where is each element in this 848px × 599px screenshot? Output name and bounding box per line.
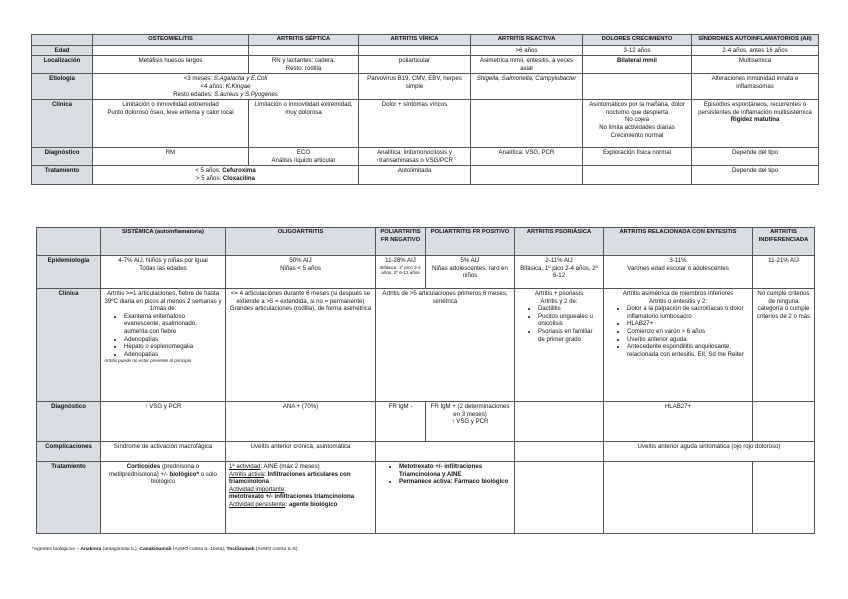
table2-row-clinica xyxy=(37,289,815,402)
table-cell: Exploración física normal xyxy=(583,148,692,166)
list-item: • Metotrexato +/- infiltraciones Triamcinolona y AINE xyxy=(399,463,511,478)
table-cell: Shigella, Salmonella, Campylobacter xyxy=(471,74,583,100)
table1-row-edad xyxy=(32,45,819,56)
list-item: • Exantema eritematoso evanescente, asalmonado, aumenta con fiebre xyxy=(124,313,222,336)
table1-row-diagnostico xyxy=(32,148,819,166)
row-label: Localización xyxy=(32,56,93,74)
row-label: Tratamiento xyxy=(32,166,93,184)
table2-row-epidemiologia xyxy=(37,256,815,289)
table1-header-row xyxy=(32,35,819,46)
table-cell: FR IgM + (2 determinaciones en 3 meses) ↑ VSG y PCR xyxy=(426,402,515,442)
table-cell: Alteraciones inmunidad innata e inflamasomas xyxy=(692,74,819,100)
table-cell: ↑ VSG y PCR xyxy=(101,402,226,442)
table-cell: Uveítis anterior crónica, asintomática xyxy=(226,442,376,462)
table-cell: 50% AIJ Niñas < 5 años xyxy=(226,256,376,289)
table-cell: No cumple criterios de ninguna categoría o cumple criterios de 2 o más xyxy=(753,289,815,402)
table-cell: ECO Análisis líquido articular xyxy=(249,148,359,166)
table-cell: Parvovirus B19, CMV, EBV, herpes simple xyxy=(359,74,471,100)
table2-header-oligoartritis: OLIGOARTRITIS xyxy=(226,228,376,256)
table-cell: Síndrome de activación macrofágica xyxy=(101,442,226,462)
table-cell: >6 años xyxy=(471,45,583,56)
table-cell xyxy=(515,442,604,462)
table-cell: Depende del tipo xyxy=(692,166,819,184)
table-cell: 4-7% AIJ, Niños y niñas por igual Todas las edades xyxy=(101,256,226,289)
table-cell xyxy=(515,402,604,442)
table1-header-dolores-crecimiento: DOLORES CRECIMIENTO xyxy=(583,35,692,46)
table1-row-clinica xyxy=(32,100,819,148)
table-differential-diagnosis xyxy=(31,34,819,185)
table-cell: ANA + (70%) xyxy=(226,402,376,442)
table-cell xyxy=(515,462,604,534)
list-item: • Comienzo en varón > 6 años xyxy=(627,328,749,336)
list-item: • Dolor a la palpación de sacroilíacas o dolor inflamatorio lumbosacro xyxy=(627,305,749,320)
table1-header-sindromes-autoinflamatorios: SÍNDROMES AUTOINFLAMATORIOS (AII) xyxy=(692,35,819,46)
table1-header-artritis-virica: ARTRITIS VÍRICA xyxy=(359,35,471,46)
table-cell: RM xyxy=(93,148,249,166)
table-cell: Analítica: linfomonocitosis y ↑transaminasas o VSG/PCR xyxy=(359,148,471,166)
table-cell: 11-21% AIJ xyxy=(753,256,815,289)
list-item: • Adenopatías xyxy=(124,351,222,359)
table-cell: Asintomáticos por la mañana, dolor nocturno que despierta No cojea No limita actividades diarias Crecimiento normal xyxy=(583,100,692,148)
table-cell: RN y lactantes: cadera. Resto: rodilla xyxy=(249,56,359,74)
list-item: • Antecedente espondilitis anquilosante, relacionada con entesitis, EII, Sd me Reiter xyxy=(627,343,749,358)
table2-row-tratamiento xyxy=(37,462,815,534)
list-item: • HLAB27+ xyxy=(627,320,749,328)
table-cell: Asimetrica mmii, entesitis, a veces axial xyxy=(471,56,583,74)
table-cell: Analítica: VSG, PCR xyxy=(471,148,583,166)
table-cell: 3-11% Varones edad escolar o adolescentes xyxy=(604,256,753,289)
table-cell: Uveítis anterior aguda sintomática (ojo rojo doloroso) xyxy=(604,442,815,462)
table1-header-osteomielitis: OSTEOMIELITIS xyxy=(93,35,249,46)
list-item: • Permanece activa: Fármaco biológico xyxy=(399,478,511,486)
table-cell: Artritis de >5 articulaciones primeros 6 meses, simétrica xyxy=(376,289,515,402)
table2-header-artritis-indiferenciada: ARTRITIS INDIFERENCIADA xyxy=(753,228,815,256)
table1-row-tratamiento xyxy=(32,166,819,184)
table-cell: 11-28% AIJ Bifásica: 1º pico 2-4 años, 2º 6-12 años xyxy=(376,256,426,289)
table-cell: Artritis + psoriasis Artritis y 2 de: • Dactilitis • Pocitos ungueales u onicolisis • Psoriasis en familiar de primer grado xyxy=(515,289,604,402)
table2-header-sistemica: SISTÉMICA (autoinflamatoria) xyxy=(101,228,226,256)
row-label: Epidemiología xyxy=(37,256,101,289)
table-cell: Artritis >=1 articulaciones, fiebre de hasta 39ºC diaria en picos al menos 2 semanas y 1/más de: • Exantema eritematoso evanescente, asalmonado, aumenta con fiebre • Adenopatías • Hepato o esplenomegalia • Adenopatías Artritis puede no estar presente al principio xyxy=(101,289,226,402)
table-cell: Episodios espontáneos, recurrentes o persistentes de inflamación multisistémica Rigidez matutina xyxy=(692,100,819,148)
table1-header-artritis-reactiva: ARTRITIS REACTIVA xyxy=(471,35,583,46)
table-cell xyxy=(471,166,583,184)
table2-header-row xyxy=(37,228,815,256)
row-label: Etiología xyxy=(32,74,93,100)
table-cell xyxy=(583,166,692,184)
table-cell xyxy=(471,100,583,148)
table-cell: Limitación o inmovilidad extremidad Punto doloroso óseo, leve eritema y calor local xyxy=(93,100,249,148)
table2-row-diagnostico xyxy=(37,402,815,442)
row-label: Diagnóstico xyxy=(32,148,93,166)
list-item: • Pocitos ungueales u onicolisis xyxy=(538,313,600,328)
table-cell: Dolor + síntomas víricos xyxy=(359,100,471,148)
table2-header-artritis-entesitis: ARTRITIS RELACIONADA CON ENTESITIS xyxy=(604,228,753,256)
table-cell xyxy=(753,462,815,534)
table1-row-localizacion xyxy=(32,56,819,74)
table-cell: 3-12 años xyxy=(583,45,692,56)
table-cell: Metáfisis huesos largos xyxy=(93,56,249,74)
table2-header-artritis-psoriasica: ARTRITIS PSORIÁSICA xyxy=(515,228,604,256)
table-cell: Corticoides (prednisona o metilprednisolona) +/- biológico* o solo biológico xyxy=(101,462,226,534)
list-item: • Dactilitis xyxy=(538,305,600,313)
table-cell: < 5 años: Cefuroxima > 5 años: Cloxacilina xyxy=(93,166,359,184)
row-label: Tratamiento xyxy=(37,462,101,534)
table-cell xyxy=(359,45,471,56)
table-cell: Autolimitada xyxy=(359,166,471,184)
table-cell: HLAB27+ xyxy=(604,402,753,442)
table-cell: Limitación o inmovilidad extremidad, muy dolorosa xyxy=(249,100,359,148)
table-cell: <3 meses: S.Agalactia y E.Coli <4 años: K.Kingae Resto edades: S.aureus y S.Pyogenes xyxy=(93,74,359,100)
table-cell xyxy=(753,402,815,442)
table2-header-corner xyxy=(37,228,101,256)
table-cell: poliarticular xyxy=(359,56,471,74)
list-item: • Psoriasis en familiar de primer grado xyxy=(538,328,600,343)
table-cell: Artritis asimétrica de miembros inferiores Artritis o entesitis y 2: • Dolor a la palpación de sacroilíacas o dolor inflamatorio lumbosacro • HLAB27+ • Comienzo en varón > 6 años • Uveítis anterior aguda • Antecedente espondilitis anquilosante, relacionada con entesitis, EII, Sd me Reiter xyxy=(604,289,753,402)
table-cell: 2-4 años, antes 16 años xyxy=(692,45,819,56)
table2-header-poliartritis-fr-negativo: POLIARTRITIS FR NEGATIVO xyxy=(376,228,426,256)
row-label: Edad xyxy=(32,45,93,56)
table2-header-poliartritis-fr-positivo: POLIARTRITIS FR POSITIVO xyxy=(426,228,515,256)
table-cell xyxy=(376,462,515,534)
table-cell xyxy=(604,462,753,534)
table-cell: Depende del tipo xyxy=(692,148,819,166)
row-label: Diagnóstico xyxy=(37,402,101,442)
table1-row-etiologia xyxy=(32,74,819,100)
table1-header-corner xyxy=(32,35,93,46)
list-item: • Hepato o esplenomegalia xyxy=(124,343,222,351)
table-cell xyxy=(583,74,692,100)
table-aij-categories xyxy=(36,227,815,534)
table-cell xyxy=(376,442,515,462)
table2-row-complicaciones xyxy=(37,442,815,462)
table1-header-artritis-septica: ARTRITIS SÉPTICA xyxy=(249,35,359,46)
table-cell: Multisemica xyxy=(692,56,819,74)
table-cell xyxy=(249,45,359,56)
row-label: Clínica xyxy=(37,289,101,402)
table-cell: 1ª actividad: AINE (máx 2 meses) Artritis activa: Infiltraciones articulares con triamcinolona Actividad importante: metotrexato +/- infiltraciones triamcinolona Actividad persistente: agente biológico xyxy=(226,462,376,534)
footnote: *Agentes biológicos – Anakinra (antagonista IL), Canakinumab (AcMO contra IL-1beta), Tocilizumab (AcMO contra IL-6) xyxy=(32,547,298,552)
table-cell: Bilateral mmii xyxy=(583,56,692,74)
row-label: Clínica xyxy=(32,100,93,148)
table-cell: FR IgM - xyxy=(376,402,426,442)
table-cell xyxy=(93,45,249,56)
table-cell: 2-11% AIJ Bifásica, 1º pico 2-4 años, 2º 6-12 xyxy=(515,256,604,289)
row-label: Complicaciones xyxy=(37,442,101,462)
list-item: • Uveítis anterior aguda xyxy=(627,336,749,344)
list-item: • Adenopatías xyxy=(124,336,222,344)
table-cell: <= 4 articulaciones durante 6 meses (si después se extiende a >5 = extendida, si no = permanente) Grandes articulaciones (rodilla), de forma asimétrica xyxy=(226,289,376,402)
table-cell: 5% AIJ Niñas adolescentes, raro en niños xyxy=(426,256,515,289)
